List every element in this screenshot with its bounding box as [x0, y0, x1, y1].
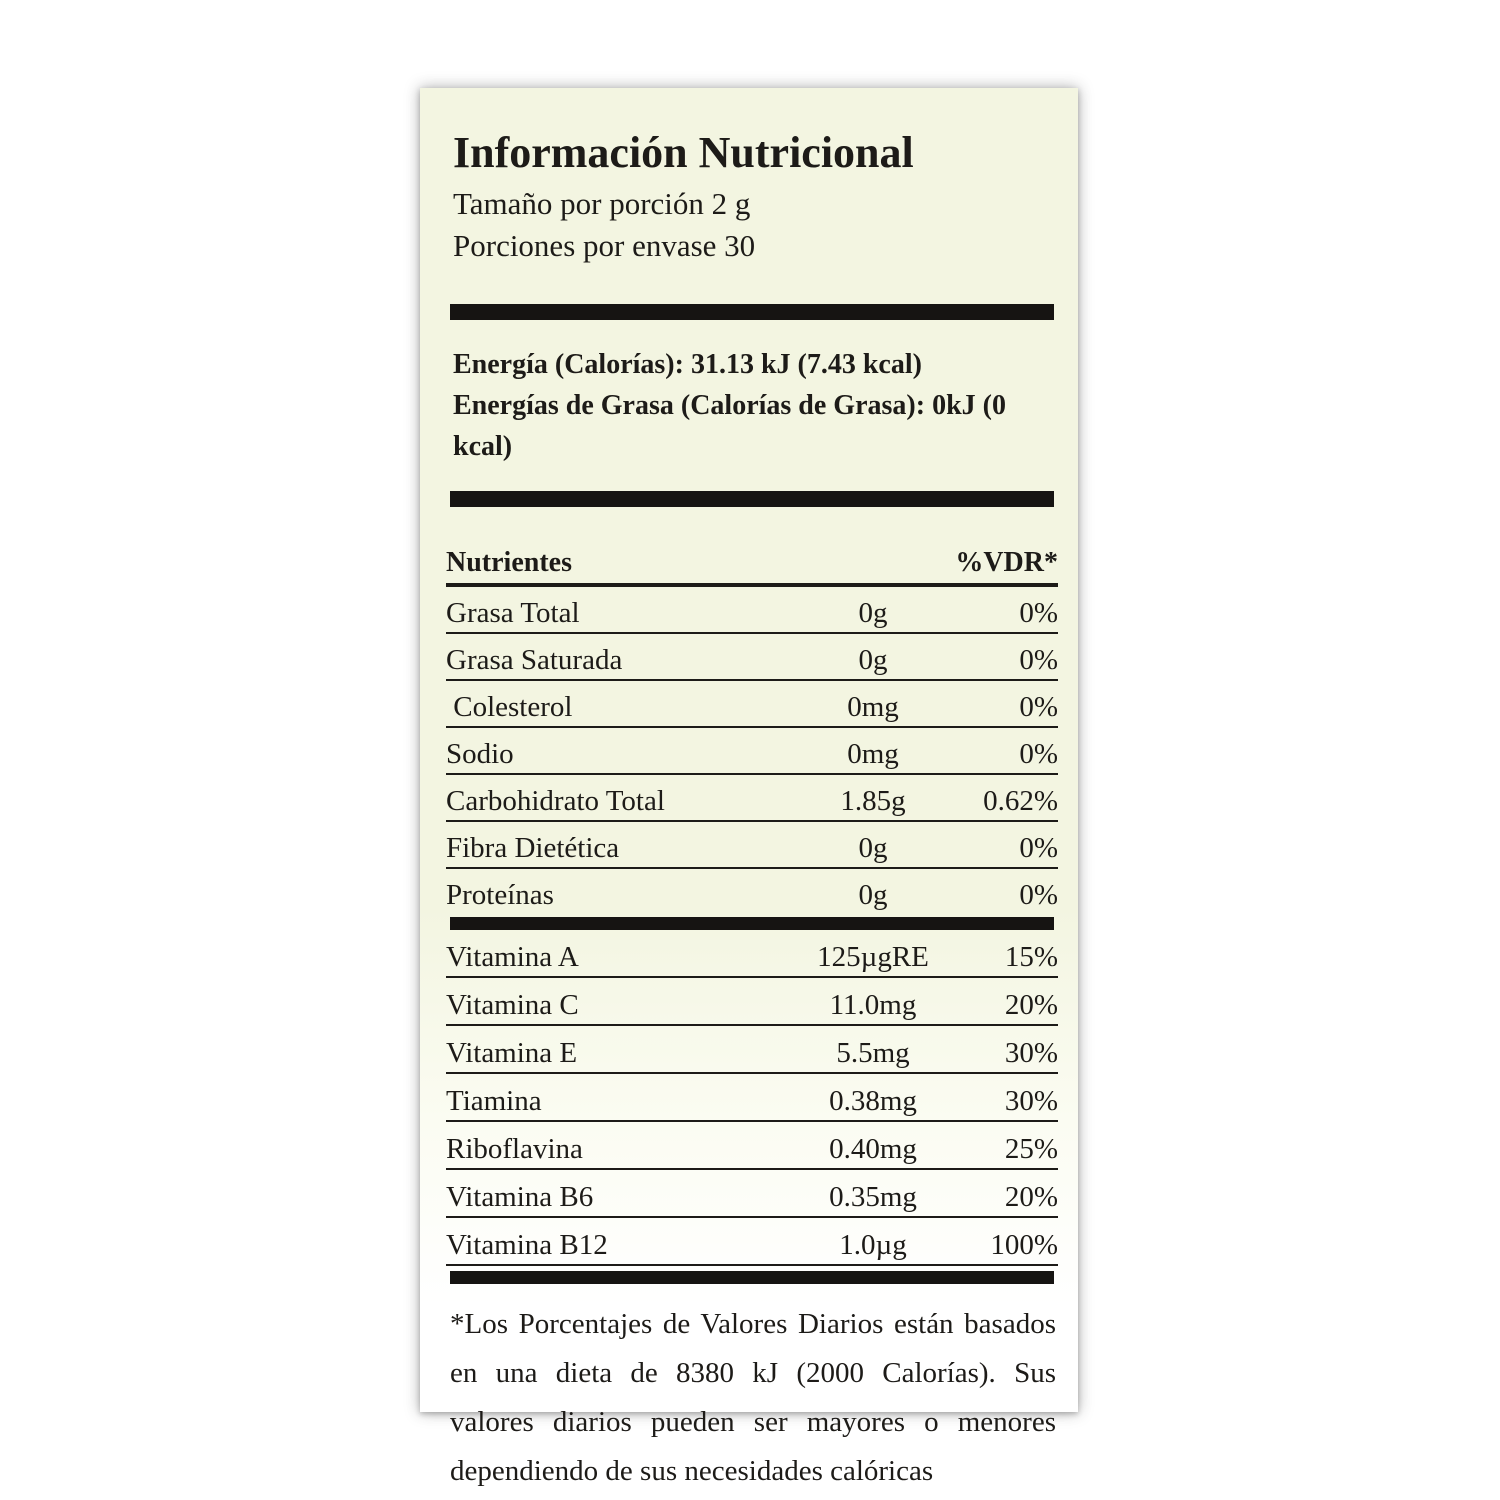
- nutrient-dv: 15%: [1004, 941, 1058, 974]
- nutrient-name: Riboflavina: [446, 1133, 583, 1166]
- thick-divider: [450, 304, 1054, 320]
- nutrient-amount: 0.38mg: [829, 1085, 917, 1118]
- table-row: [446, 1122, 1058, 1170]
- column-header-nutrients: Nutrientes: [446, 547, 572, 579]
- nutrient-amount: 11.0mg: [829, 989, 917, 1022]
- nutrient-dv: 0%: [1019, 597, 1058, 630]
- nutrient-dv: 25%: [1004, 1133, 1058, 1166]
- table-header: [446, 537, 1058, 587]
- nutrient-amount: 0mg: [847, 691, 899, 724]
- table-row: [446, 728, 1058, 775]
- column-header-dv: %VDR*: [955, 547, 1058, 579]
- nutrient-amount: 1.0µg: [839, 1229, 907, 1262]
- table-row: [446, 1170, 1058, 1218]
- nutrient-dv: 20%: [1004, 989, 1058, 1022]
- table-row: [446, 930, 1058, 978]
- label-title: Información Nutricional: [453, 128, 914, 177]
- nutrient-dv: 0%: [1019, 691, 1058, 724]
- table-row: [446, 822, 1058, 869]
- nutrient-amount: 5.5mg: [836, 1037, 910, 1070]
- table-row: [446, 869, 1058, 914]
- nutrient-dv: 0%: [1019, 644, 1058, 677]
- table-row: [446, 978, 1058, 1026]
- thick-divider: [450, 491, 1054, 507]
- nutrient-amount: 0g: [858, 879, 888, 912]
- nutrient-amount: 0g: [858, 832, 888, 865]
- nutrient-dv: 0.62%: [983, 785, 1058, 818]
- thick-divider: [450, 917, 1054, 930]
- nutrient-name: Tiamina: [446, 1085, 542, 1118]
- nutrient-dv: 30%: [1004, 1085, 1058, 1118]
- nutrient-name: Grasa Total: [446, 597, 580, 630]
- nutrient-amount: 125µgRE: [817, 941, 929, 974]
- nutrient-dv: 20%: [1004, 1181, 1058, 1214]
- table-row: [446, 634, 1058, 681]
- serving-size: Tamaño por porción 2 g: [453, 186, 751, 222]
- table-row: [446, 681, 1058, 728]
- energy-line-2: Energías de Grasa (Calorías de Grasa): 0kJ (0 kcal): [453, 390, 1006, 463]
- nutrient-name: Grasa Saturada: [446, 644, 623, 677]
- nutrient-name: Sodio: [446, 738, 514, 771]
- table-row: [446, 587, 1058, 634]
- nutrient-name: Vitamina C: [446, 989, 579, 1022]
- energy-line-1: Energía (Calorías): 31.13 kJ (7.43 kcal): [453, 349, 922, 381]
- nutrient-name: Vitamina B12: [446, 1229, 608, 1262]
- nutrient-amount: 0g: [858, 597, 888, 630]
- nutrient-amount: 0mg: [847, 738, 899, 771]
- nutrient-amount: 0.40mg: [829, 1133, 917, 1166]
- servings-per-container: Porciones por envase 30: [453, 228, 756, 264]
- nutrient-dv: 30%: [1004, 1037, 1058, 1070]
- table-row: [446, 1026, 1058, 1074]
- nutrient-name: Proteínas: [446, 879, 554, 912]
- table-row: [446, 1218, 1058, 1266]
- nutrient-name: Carbohidrato Total: [446, 785, 665, 818]
- nutrient-name: Vitamina A: [446, 941, 579, 974]
- nutrient-amount: 1.85g: [840, 785, 906, 818]
- nutrient-name: Fibra Dietética: [446, 832, 620, 865]
- nutrient-dv: 0%: [1019, 738, 1058, 771]
- nutrient-name: Vitamina E: [446, 1037, 578, 1070]
- nutrient-dv: 0%: [1019, 879, 1058, 912]
- nutrient-amount: 0.35mg: [829, 1181, 917, 1214]
- nutrient-dv: 100%: [990, 1229, 1058, 1262]
- nutrient-dv: 0%: [1019, 832, 1058, 865]
- thick-divider: [450, 1271, 1054, 1284]
- nutrient-amount: 0g: [858, 644, 888, 677]
- energy-section: [446, 344, 1058, 467]
- table-row: [446, 775, 1058, 822]
- table-row: [446, 1074, 1058, 1122]
- footnote: *Los Porcentajes de Valores Diarios están basados en una dieta de 8380 kJ (2000 Calorías). Sus valores diarios pueden ser mayores o menores dependiendo de sus necesidades calóricas: [450, 1308, 1056, 1488]
- nutrition-label-panel: [420, 88, 1078, 1488]
- nutrient-name: Vitamina B6: [446, 1181, 594, 1214]
- nutrient-name: Colesterol: [446, 691, 573, 724]
